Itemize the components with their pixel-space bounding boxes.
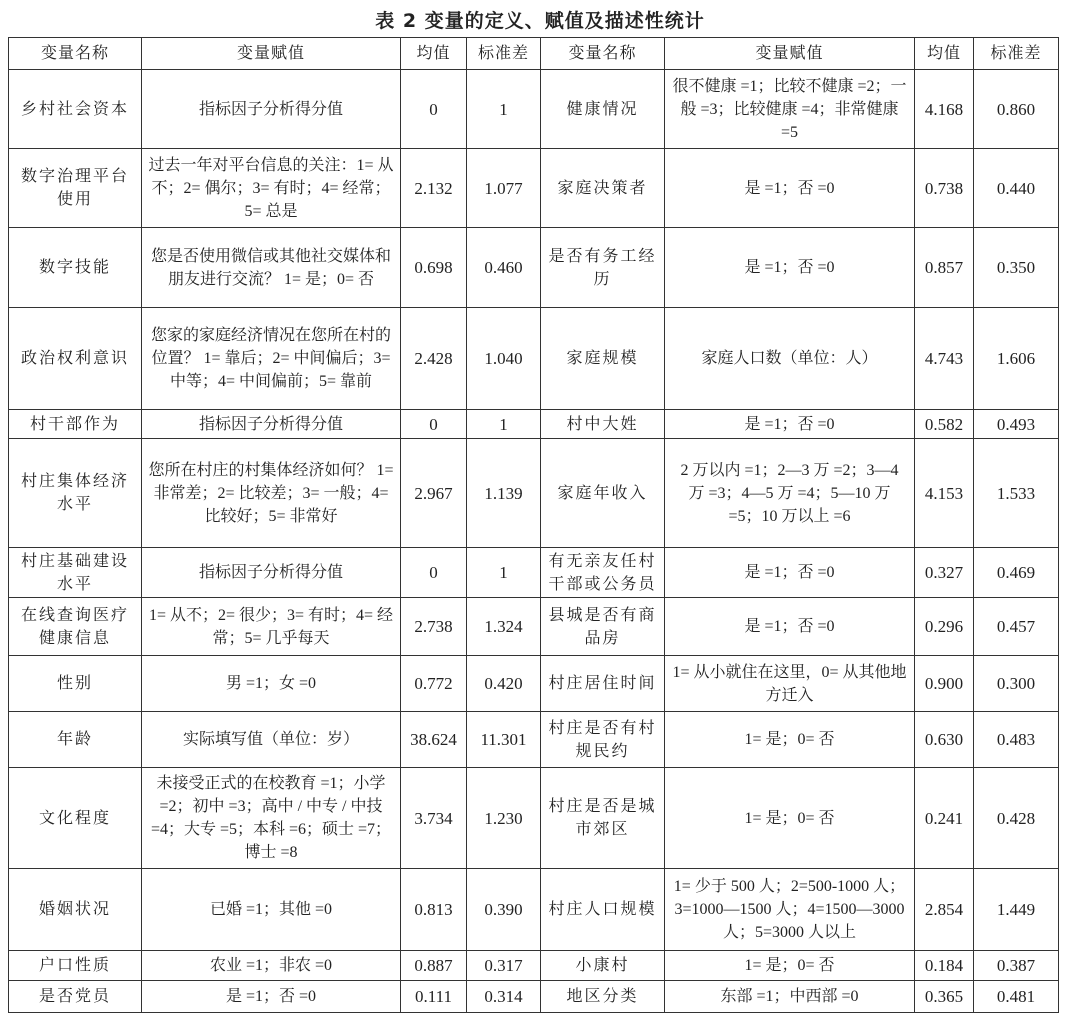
variable-value-cell: 很不健康 =1；比较不健康 =2；一般 =3；比较健康 =4；非常健康 =5 — [665, 70, 915, 149]
variable-value-cell: 是 =1；否 =0 — [665, 598, 915, 656]
header-variable-name: 变量名称 — [541, 38, 665, 70]
mean-cell: 0.111 — [401, 981, 467, 1013]
variable-name-cell: 户口性质 — [9, 951, 142, 981]
sd-cell: 0.483 — [974, 712, 1059, 768]
variable-value-cell: 是 =1；否 =0 — [142, 981, 401, 1013]
variable-value-cell: 指标因子分析得分值 — [142, 70, 401, 149]
sd-cell: 0.390 — [467, 869, 541, 951]
sd-cell: 1.077 — [467, 149, 541, 228]
mean-cell: 0.813 — [401, 869, 467, 951]
variable-name-cell: 文化程度 — [9, 768, 142, 869]
sd-cell: 1.230 — [467, 768, 541, 869]
sd-cell: 1 — [467, 548, 541, 598]
variable-name-cell: 健康情况 — [541, 70, 665, 149]
table-row — [9, 656, 1059, 712]
table-row — [9, 410, 1059, 439]
sd-cell: 1.606 — [974, 308, 1059, 410]
mean-cell: 0.582 — [915, 410, 974, 439]
mean-cell: 0.184 — [915, 951, 974, 981]
variable-name-cell: 在线查询医疗健康信息 — [9, 598, 142, 656]
sd-cell: 1.040 — [467, 308, 541, 410]
table-row — [9, 768, 1059, 869]
table-row — [9, 548, 1059, 598]
variable-value-cell: 农业 =1；非农 =0 — [142, 951, 401, 981]
header-variable-name: 变量名称 — [9, 38, 142, 70]
sd-cell: 0.481 — [974, 981, 1059, 1013]
variable-name-cell: 村庄是否有村规民约 — [541, 712, 665, 768]
table-row — [9, 951, 1059, 981]
mean-cell: 0 — [401, 70, 467, 149]
mean-cell: 0.327 — [915, 548, 974, 598]
variable-name-cell: 村庄人口规模 — [541, 869, 665, 951]
mean-cell: 0.738 — [915, 149, 974, 228]
variable-value-cell: 您家的家庭经济情况在您所在村的位置？ 1= 靠后；2= 中间偏后；3= 中等；4= 中间偏前；5= 靠前 — [142, 308, 401, 410]
mean-cell: 0 — [401, 410, 467, 439]
variable-value-cell: 1= 从小就住在这里，0= 从其他地方迁入 — [665, 656, 915, 712]
sd-cell: 0.493 — [974, 410, 1059, 439]
sd-cell: 0.428 — [974, 768, 1059, 869]
variable-name-cell: 是否有务工经历 — [541, 228, 665, 308]
variable-value-cell: 您是否使用微信或其他社交媒体和朋友进行交流？ 1= 是；0= 否 — [142, 228, 401, 308]
sd-cell: 0.469 — [974, 548, 1059, 598]
sd-cell: 1.449 — [974, 869, 1059, 951]
variable-value-cell: 1= 是；0= 否 — [665, 951, 915, 981]
variable-name-cell: 村庄集体经济水平 — [9, 439, 142, 548]
sd-cell: 1 — [467, 410, 541, 439]
mean-cell: 0.296 — [915, 598, 974, 656]
sd-cell: 0.387 — [974, 951, 1059, 981]
table-row — [9, 308, 1059, 410]
variable-value-cell: 已婚 =1；其他 =0 — [142, 869, 401, 951]
variable-value-cell: 1= 从不；2= 很少；3= 有时；4= 经常；5= 几乎每天 — [142, 598, 401, 656]
variable-value-cell: 1= 是；0= 否 — [665, 768, 915, 869]
mean-cell: 0.241 — [915, 768, 974, 869]
table-title: 表 2 变量的定义、赋值及描述性统计 — [375, 10, 705, 32]
variable-name-cell: 村庄居住时间 — [541, 656, 665, 712]
mean-cell: 0.857 — [915, 228, 974, 308]
sd-cell: 0.860 — [974, 70, 1059, 149]
variable-name-cell: 政治权利意识 — [9, 308, 142, 410]
mean-cell: 0.900 — [915, 656, 974, 712]
header-sd: 标准差 — [467, 38, 541, 70]
variable-value-cell: 实际填写值（单位：岁） — [142, 712, 401, 768]
variable-value-cell: 是 =1；否 =0 — [665, 228, 915, 308]
mean-cell: 0.887 — [401, 951, 467, 981]
sd-cell: 0.317 — [467, 951, 541, 981]
variable-name-cell: 家庭年收入 — [541, 439, 665, 548]
header-variable-value: 变量赋值 — [665, 38, 915, 70]
variable-value-cell: 是 =1；否 =0 — [665, 149, 915, 228]
variable-name-cell: 婚姻状况 — [9, 869, 142, 951]
table-row — [9, 439, 1059, 548]
header-sd: 标准差 — [974, 38, 1059, 70]
table-row — [9, 712, 1059, 768]
variables-table — [8, 37, 1059, 1013]
mean-cell: 0.365 — [915, 981, 974, 1013]
sd-cell: 0.460 — [467, 228, 541, 308]
variable-value-cell: 1= 是；0= 否 — [665, 712, 915, 768]
sd-cell: 1 — [467, 70, 541, 149]
variable-name-cell: 县城是否有商品房 — [541, 598, 665, 656]
variable-value-cell: 1= 少于 500 人；2=500-1000 人；3=1000—1500 人；4=1500—3000 人；5=3000 人以上 — [665, 869, 915, 951]
mean-cell: 3.734 — [401, 768, 467, 869]
variable-name-cell: 村庄是否是城市郊区 — [541, 768, 665, 869]
variable-value-cell: 2 万以内 =1；2—3 万 =2；3—4 万 =3；4—5 万 =4；5—10 万 =5；10 万以上 =6 — [665, 439, 915, 548]
mean-cell: 2.738 — [401, 598, 467, 656]
sd-cell: 11.301 — [467, 712, 541, 768]
variable-value-cell: 是 =1；否 =0 — [665, 548, 915, 598]
variable-value-cell: 东部 =1；中西部 =0 — [665, 981, 915, 1013]
sd-cell: 0.440 — [974, 149, 1059, 228]
variable-name-cell: 村庄基础建设水平 — [9, 548, 142, 598]
mean-cell: 0 — [401, 548, 467, 598]
sd-cell: 1.324 — [467, 598, 541, 656]
header-mean: 均值 — [401, 38, 467, 70]
table-row — [9, 981, 1059, 1013]
variable-name-cell: 有无亲友任村干部或公务员 — [541, 548, 665, 598]
mean-cell: 2.967 — [401, 439, 467, 548]
table-row — [9, 869, 1059, 951]
variable-name-cell: 村干部作为 — [9, 410, 142, 439]
table-row — [9, 228, 1059, 308]
variable-name-cell: 年龄 — [9, 712, 142, 768]
variable-name-cell: 地区分类 — [541, 981, 665, 1013]
sd-cell: 1.139 — [467, 439, 541, 548]
variable-name-cell: 村中大姓 — [541, 410, 665, 439]
sd-cell: 0.314 — [467, 981, 541, 1013]
variable-name-cell: 性别 — [9, 656, 142, 712]
variable-name-cell: 家庭规模 — [541, 308, 665, 410]
header-variable-value: 变量赋值 — [142, 38, 401, 70]
header-row — [9, 38, 1059, 70]
variable-name-cell: 乡村社会资本 — [9, 70, 142, 149]
variable-name-cell: 数字技能 — [9, 228, 142, 308]
sd-cell: 0.420 — [467, 656, 541, 712]
table-row — [9, 149, 1059, 228]
sd-cell: 0.457 — [974, 598, 1059, 656]
mean-cell: 4.743 — [915, 308, 974, 410]
variable-value-cell: 未接受正式的在校教育 =1；小学 =2；初中 =3；高中 / 中专 / 中技 =4；大专 =5；本科 =6；硕士 =7；博士 =8 — [142, 768, 401, 869]
variable-value-cell: 指标因子分析得分值 — [142, 410, 401, 439]
mean-cell: 0.698 — [401, 228, 467, 308]
table-row — [9, 70, 1059, 149]
variable-value-cell: 家庭人口数（单位：人） — [665, 308, 915, 410]
variable-value-cell: 过去一年对平台信息的关注：1= 从不；2= 偶尔；3= 有时；4= 经常；5= 总是 — [142, 149, 401, 228]
mean-cell: 2.854 — [915, 869, 974, 951]
variable-name-cell: 小康村 — [541, 951, 665, 981]
variable-value-cell: 是 =1；否 =0 — [665, 410, 915, 439]
sd-cell: 1.533 — [974, 439, 1059, 548]
mean-cell: 0.772 — [401, 656, 467, 712]
variable-name-cell: 是否党员 — [9, 981, 142, 1013]
mean-cell: 38.624 — [401, 712, 467, 768]
variable-value-cell: 指标因子分析得分值 — [142, 548, 401, 598]
sd-cell: 0.350 — [974, 228, 1059, 308]
variable-name-cell: 数字治理平台使用 — [9, 149, 142, 228]
mean-cell: 2.428 — [401, 308, 467, 410]
header-mean: 均值 — [915, 38, 974, 70]
mean-cell: 0.630 — [915, 712, 974, 768]
variable-value-cell: 您所在村庄的村集体经济如何？ 1= 非常差；2= 比较差；3= 一般；4= 比较好；5= 非常好 — [142, 439, 401, 548]
mean-cell: 2.132 — [401, 149, 467, 228]
sd-cell: 0.300 — [974, 656, 1059, 712]
mean-cell: 4.168 — [915, 70, 974, 149]
table-row — [9, 598, 1059, 656]
variable-name-cell: 家庭决策者 — [541, 149, 665, 228]
variable-value-cell: 男 =1；女 =0 — [142, 656, 401, 712]
mean-cell: 4.153 — [915, 439, 974, 548]
